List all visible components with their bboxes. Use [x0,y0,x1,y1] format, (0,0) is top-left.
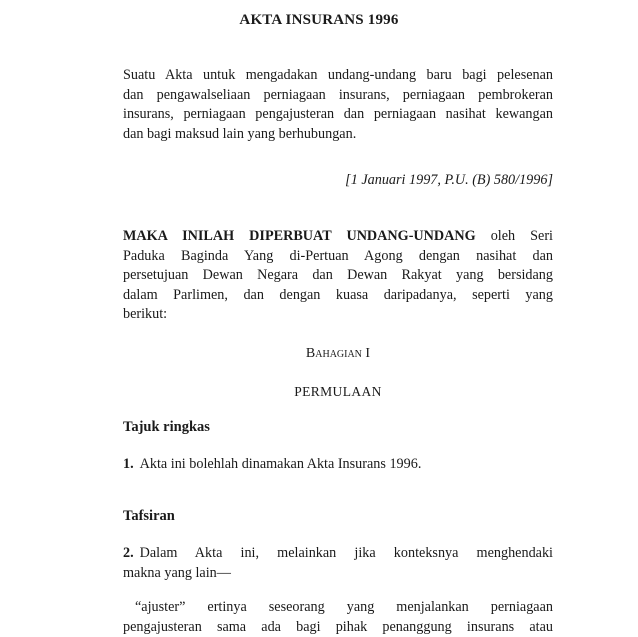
section-1 [123,455,553,475]
long-title-line: Suatu Akta untuk mengadakan undang-undang baru bagi pelesenan [123,66,553,86]
act-title: AKTA INSURANS 1996 [0,12,638,29]
section-2 [123,544,553,583]
short-title-heading: Tajuk ringkas [123,419,210,436]
interpretation-heading: Tafsiran [123,508,175,525]
enacting-line-first [123,227,553,247]
enacting-line: dalam Parlimen, dan dengan kuasa daripadanya, seperti yang [123,286,553,306]
enacting-lead: MAKA INILAH DIPERBUAT UNDANG-UNDANG [123,228,476,244]
section-2-line: makna yang lain— [123,564,553,584]
long-title-line: dan pengawalseliaan perniagaan insurans, perniagaan pembrokeran [123,86,553,106]
section-number: 2. [123,545,134,561]
section-text: Akta ini bolehlah dinamakan Akta Insurans 1996. [140,456,422,472]
long-title-line: insurans, perniagaan pengajusteran dan perniagaan nasihat kewangan [123,105,553,125]
long-title [123,66,553,144]
enacting-lead-rest: oleh Seri [476,228,553,244]
enacting-line: Paduka Baginda Yang di-Pertuan Agong dengan nasihat dan [123,247,553,267]
enacting-line: persetujuan Dewan Negara dan Dewan Rakyat yang bersidang [123,266,553,286]
part-heading: Bahagian I [123,346,553,362]
long-title-line: dan bagi maksud lain yang berhubungan. [123,125,553,145]
definition-line: “ajuster” ertinya seseorang yang menjalankan perniagaan [123,598,553,618]
section-number: 1. [123,456,134,472]
enacting-formula [123,227,553,325]
commencement-citation: [1 Januari 1997, P.U. (B) 580/1996] [123,172,553,189]
definition-ajuster [123,598,553,637]
part-title: PERMULAAN [123,384,553,400]
section-text: Dalam Akta ini, melainkan jika konteksnya menghendaki [140,545,553,561]
section-2-line-first [123,544,553,564]
enacting-line: berikut: [123,305,553,325]
definition-line: pengajusteran sama ada bagi pihak penanggung insurans atau [123,618,553,637]
